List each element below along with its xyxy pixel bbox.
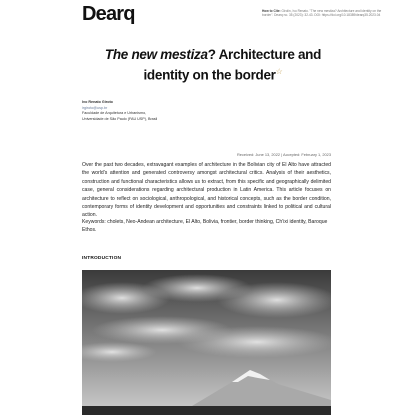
keywords-text: Keywords: cholets, Neo-Andean architecture, El Alto, Bolivia, frontier, border thinking, Ch’ixi identity, Baroque Ethos. [82, 219, 328, 234]
citation-label: How to Cite: [262, 9, 281, 13]
landscape-photo [82, 270, 331, 415]
author-block [82, 100, 202, 122]
citation-block [262, 9, 384, 18]
title-footnote-star-icon[interactable]: ☆ [275, 66, 283, 76]
article-title [82, 47, 344, 84]
received-accepted-dates: Received: June 13, 2022 | Accepted: February 1, 2023 [236, 152, 331, 157]
abstract-text: Over the past two decades, extravagant examples of architecture in the Bolivian city of El Alto have attracted the world’s attention and generated controversy amongst architectural critics. Analysis of their aesthetics, construction and functional characteristics allows us to extract, from this specific and geographically delimited case, general considerations regarding architectural production in Latin America. This article focuses on architecture to reflect on sociological, anthropological, and historical concepts, such as the border condition, contemporary forms of identity development and opportunities and constraints linked to political and cultural action. [82, 162, 331, 219]
journal-logo[interactable] [82, 3, 135, 26]
author-affiliation-faculty: Faculdade de Arquitetura e Urbanismo, [82, 111, 147, 116]
photo-ground [82, 406, 331, 415]
article-title-italic: The new mestiza [104, 47, 208, 62]
author-email-link[interactable]: irgiroto@usp.br [82, 105, 108, 110]
citation-text: Girolin, Ivo Renato. "The new mestiza? Architecture and identity on the border". Dearq no. 35 (2023): 32-43. DOI: https://doi.org/10.18389/dearq35.2023.04 [262, 9, 382, 18]
article-title-rest: ? Architecture and identity on the border [143, 47, 322, 82]
journal-logo-text: Dearq [82, 3, 135, 25]
author-affiliation-university: Universidade de São Paulo (FAU USP), Brasil [82, 116, 158, 121]
section-heading-introduction: INTRODUCTION [82, 256, 122, 261]
author-name: Ivo Renato Giroto [82, 100, 113, 104]
